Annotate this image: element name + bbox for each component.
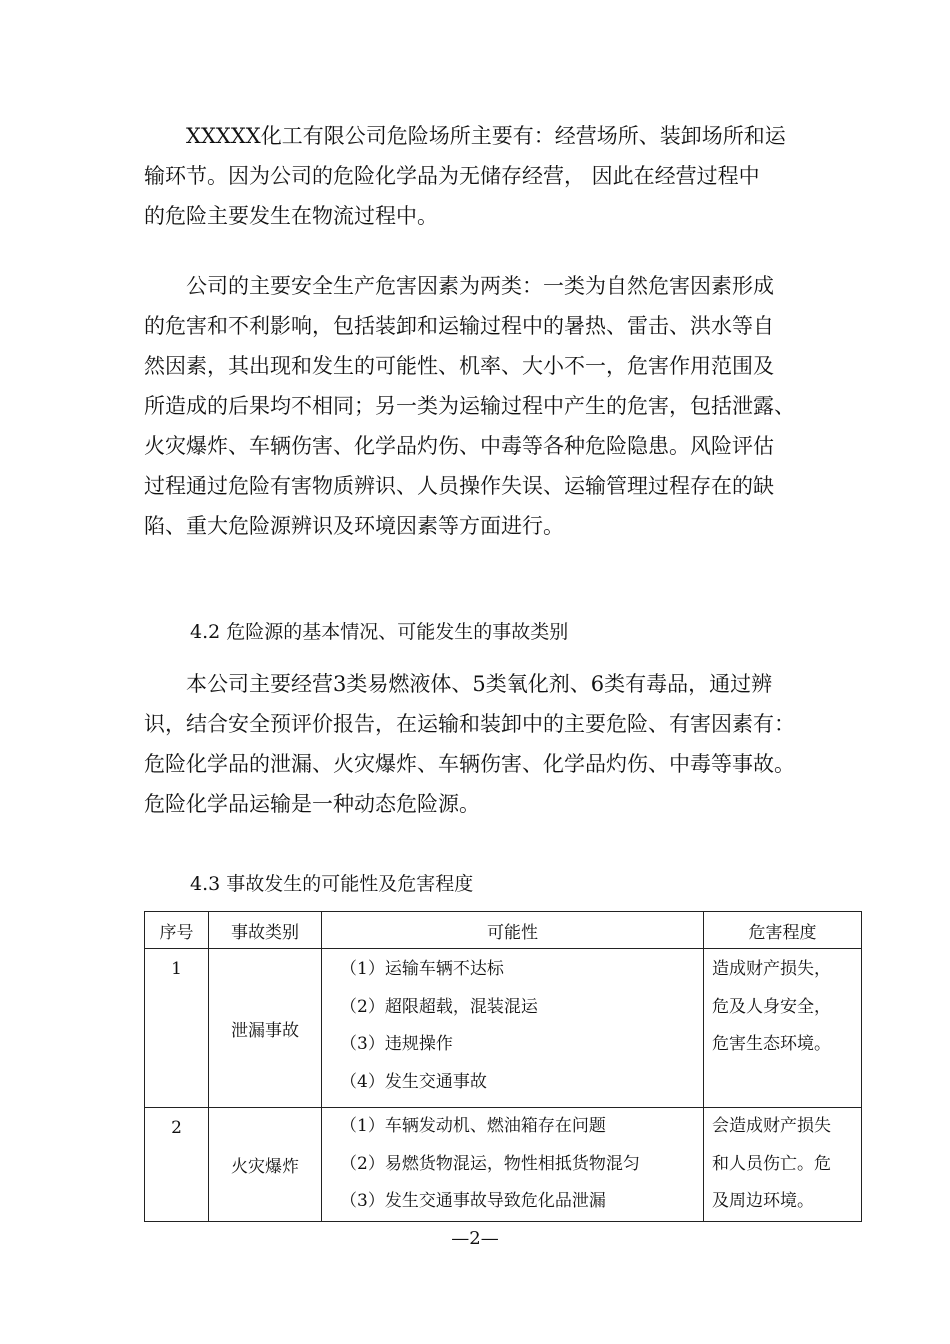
paragraph-main-hazards — [144, 664, 810, 824]
accident-table — [144, 911, 862, 1222]
possibility-item: （3）发生交通事故导致危化品泄漏 — [340, 1191, 606, 1211]
harm-line: 会造成财产损失 — [712, 1116, 831, 1136]
text-line: 过程通过危险有害物质辨识、人员操作失误、运输管理过程存在的缺 — [144, 474, 774, 498]
possibility-item: （2）易燃货物混运，物性相抵货物混匀 — [340, 1153, 640, 1174]
header-number: 序号 — [145, 912, 209, 949]
harm-line: 危及人身安全， — [712, 996, 831, 1017]
text-line: 识，结合安全预评价报告，在运输和装卸中的主要危险、有害因素有： — [144, 712, 795, 736]
harm-line: 和人员伤亡。危 — [712, 1153, 831, 1174]
table-row — [145, 949, 862, 1108]
accident-type: 火灾爆炸 — [209, 1108, 322, 1222]
accident-type: 泄漏事故 — [209, 949, 322, 1108]
text-line: 所造成的后果均不相同；另一类为运输过程中产生的危害，包括泄露、 — [144, 394, 795, 418]
possibility-item: （1）运输车辆不达标 — [340, 959, 504, 979]
possibility-item: （4）发生交通事故 — [340, 1071, 487, 1092]
section-heading-4-2: 4.2 危险源的基本情况、可能发生的事故类别 — [190, 621, 569, 643]
harm-line: 危害生态环境。 — [712, 1034, 831, 1054]
text-line: 危险化学品运输是一种动态危险源。 — [144, 792, 480, 816]
text-line: 的危险主要发生在物流过程中。 — [144, 204, 438, 228]
possibility-item: （1）车辆发动机、燃油箱存在问题 — [340, 1116, 606, 1136]
possibility-item: （3）违规操作 — [340, 1034, 453, 1054]
paragraph-hazard-sites — [144, 116, 810, 236]
harm-line: 及周边环境。 — [712, 1191, 814, 1211]
text-line: 危险化学品的泄漏、火灾爆炸、车辆伤害、化学品灼伤、中毒等事故。 — [144, 752, 795, 776]
text-line: 火灾爆炸、车辆伤害、化学品灼伤、中毒等各种危险隐患。风险评估 — [144, 434, 774, 458]
page-number: —2— — [451, 1228, 499, 1249]
header-accident-type: 事故类别 — [209, 912, 322, 949]
text-line: XXXXX化工有限公司危险场所主要有：经营场所、装卸场所和运 — [186, 124, 786, 148]
text-line: 本公司主要经营3类易燃液体、5类氧化剂、6类有毒品，通过辨 — [186, 672, 773, 696]
harm-line: 造成财产损失， — [712, 959, 831, 979]
table-header-row — [145, 912, 862, 949]
text-line: 公司的主要安全生产危害因素为两类：一类为自然危害因素形成 — [186, 274, 774, 298]
row-number: 1 — [145, 949, 209, 1108]
text-line: 陷、重大危险源辨识及环境因素等方面进行。 — [144, 514, 564, 538]
possibility-list — [322, 1108, 704, 1222]
text-line: 输环节。因为公司的危险化学品为无储存经营， 因此在经营过程中 — [144, 164, 760, 188]
row-number: 2 — [145, 1108, 209, 1222]
harm-degree — [704, 949, 862, 1108]
paragraph-hazard-factors — [144, 266, 810, 546]
header-harm-degree: 危害程度 — [704, 912, 862, 949]
header-possibility: 可能性 — [322, 912, 704, 949]
harm-degree — [704, 1108, 862, 1222]
possibility-item: （2）超限超载，混装混运 — [340, 996, 538, 1017]
text-line: 的危害和不利影响，包括装卸和运输过程中的暑热、雷击、洪水等自 — [144, 314, 774, 338]
possibility-list — [322, 949, 704, 1108]
table-row — [145, 1108, 862, 1222]
text-line: 然因素，其出现和发生的可能性、机率、大小不一，危害作用范围及 — [144, 354, 774, 378]
section-heading-4-3: 4.3 事故发生的可能性及危害程度 — [190, 873, 474, 895]
